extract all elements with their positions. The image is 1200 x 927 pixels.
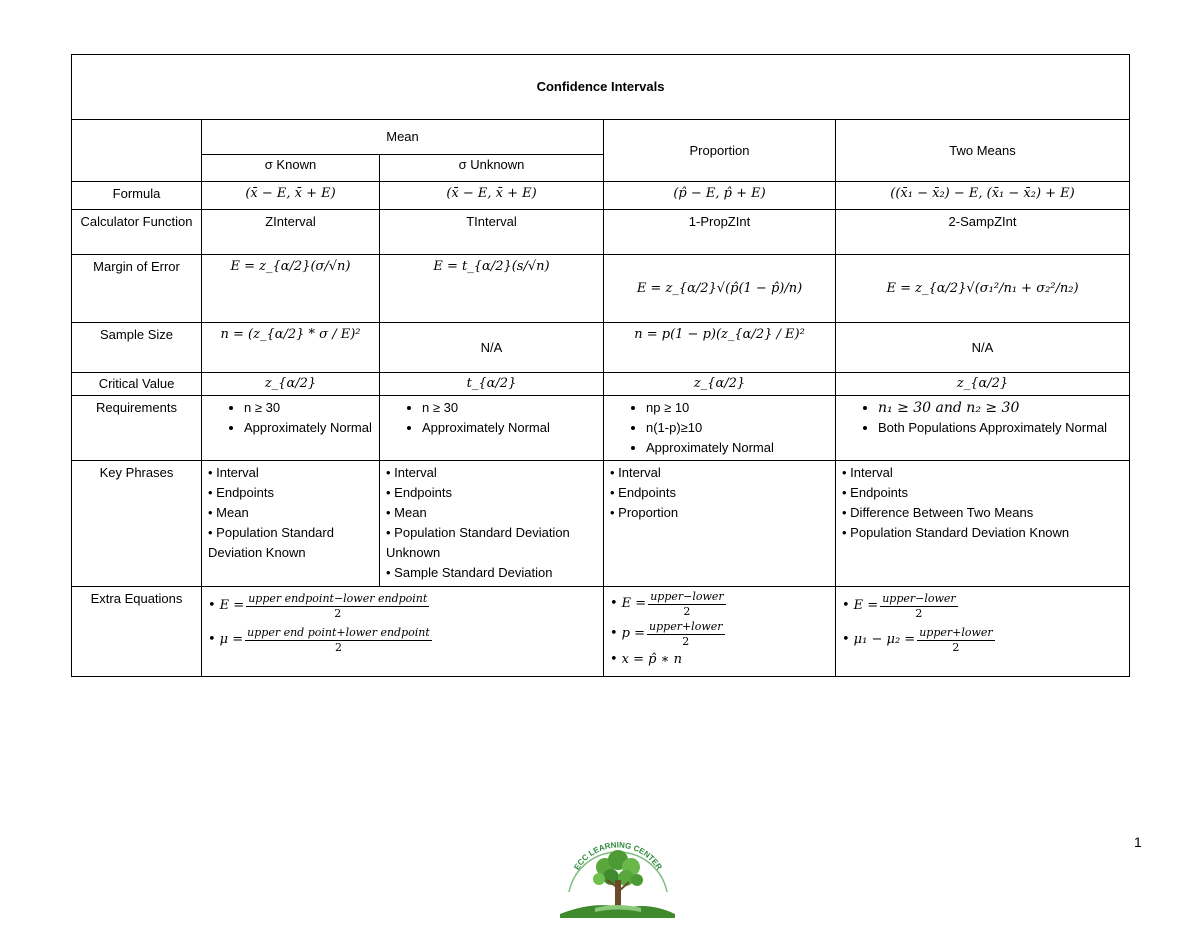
numerator: upper endpoint−lower endpoint	[248, 591, 428, 605]
calculator-unknown: TInterval	[380, 210, 604, 255]
extra-equation	[842, 623, 1123, 657]
requirement-item: • Approximately Normal	[244, 418, 373, 438]
bullet: •	[208, 632, 216, 647]
bullet: •	[610, 652, 618, 667]
denominator: 2	[682, 634, 690, 648]
formula-two-means: ((x̄₁ − x̄₂) − E, (x̄₁ − x̄₂) + E)	[836, 182, 1130, 210]
margin-proportion: E = z_{α/2}√(p̂(1 − p̂)/n)	[604, 255, 836, 323]
row-label-calculator: Calculator Function	[72, 210, 202, 255]
numerator: upper+lower	[649, 619, 723, 633]
numerator: upper end point+lower endpoint	[247, 625, 430, 639]
page-title: Confidence Intervals	[72, 55, 1130, 120]
row-label-extra: Extra Equations	[72, 587, 202, 677]
requirement-item: • Both Populations Approximately Normal	[878, 418, 1123, 438]
extra-equation	[208, 623, 597, 657]
equation-lhs: μ =	[219, 632, 244, 647]
sample-size-unknown: N/A	[380, 323, 604, 373]
numerator: upper−lower	[882, 591, 956, 605]
equation-lhs: x = p̂ ∗ n	[621, 652, 682, 667]
header-sigma-unknown: σ Unknown	[380, 155, 604, 182]
fraction	[880, 592, 957, 621]
denominator: 2	[334, 640, 342, 654]
key-phrase-item: • Mean	[208, 505, 249, 520]
numerator: upper+lower	[919, 625, 993, 639]
numerator: upper−lower	[650, 589, 724, 603]
bullet: •	[842, 632, 850, 647]
key-phrase-item: • Interval	[208, 465, 259, 480]
critical-known: z_{α/2}	[202, 373, 380, 396]
equation-lhs: μ₁ − μ₂ =	[853, 632, 916, 647]
key-phrase-item: • Interval	[610, 465, 661, 480]
row-label-critical: Critical Value	[72, 373, 202, 396]
key-phrase-item: • Population Standard Deviation Known	[208, 525, 334, 560]
key-phrase-item: • Endpoints	[610, 485, 676, 500]
key-phrases-proportion	[604, 461, 836, 587]
requirements-two-means	[836, 396, 1130, 461]
header-sigma-known: σ Known	[202, 155, 380, 182]
formula-proportion: (p̂ − E, p̂ + E)	[604, 182, 836, 210]
bullet: •	[610, 596, 618, 611]
row-label-sample-size: Sample Size	[72, 323, 202, 373]
key-phrase-item: • Proportion	[610, 505, 679, 520]
requirements-known	[202, 396, 380, 461]
key-phrase-item: • Difference Between Two Means	[842, 505, 1034, 520]
row-label-requirements: Requirements	[72, 396, 202, 461]
equation-lhs: E =	[219, 598, 245, 613]
svg-text:ECC LEARNING CENTER: ECC LEARNING CENTER	[572, 840, 664, 872]
formula-known: (x̄ − E, x̄ + E)	[202, 182, 380, 210]
denominator: 2	[334, 606, 342, 620]
confidence-intervals-table	[71, 54, 1130, 677]
requirements-unknown	[380, 396, 604, 461]
sample-size-two-means: N/A	[836, 323, 1130, 373]
fraction	[648, 590, 725, 619]
key-phrase-item: • Population Standard Deviation Known	[842, 525, 1070, 540]
extra-equation	[842, 589, 1123, 623]
key-phrase-item: • Mean	[386, 505, 427, 520]
equation-lhs: E =	[621, 596, 647, 611]
critical-two-means: z_{α/2}	[836, 373, 1130, 396]
extra-mean	[202, 587, 604, 677]
row-label-key-phrases: Key Phrases	[72, 461, 202, 587]
fraction	[245, 626, 432, 655]
sample-size-known: n = (z_{α/2} * σ / E)²	[202, 323, 380, 373]
margin-known: E = z_{α/2}(σ/√n)	[202, 255, 380, 323]
fraction	[647, 620, 724, 649]
extra-equation	[610, 619, 829, 649]
requirement-item: • n₁ ≥ 30 and n₂ ≥ 30	[878, 398, 1123, 418]
header-proportion: Proportion	[604, 120, 836, 182]
fraction	[917, 626, 994, 655]
requirement-item: • np ≥ 10	[646, 398, 829, 418]
bullet: •	[208, 598, 216, 613]
denominator: 2	[952, 640, 960, 654]
key-phrases-known	[202, 461, 380, 587]
calculator-two-means: 2-SampZInt	[836, 210, 1130, 255]
header-two-means: Two Means	[836, 120, 1130, 182]
extra-equation	[610, 649, 829, 671]
key-phrase-item: • Endpoints	[842, 485, 908, 500]
key-phrases-unknown	[380, 461, 604, 587]
requirement-item: • n(1-p)≥10	[646, 418, 829, 438]
key-phrase-item: • Endpoints	[208, 485, 274, 500]
sample-size-proportion: n = p(1 − p)(z_{α/2} / E)²	[604, 323, 836, 373]
margin-two-means: E = z_{α/2}√(σ₁²/n₁ + σ₂²/n₂)	[836, 255, 1130, 323]
critical-unknown: t_{α/2}	[380, 373, 604, 396]
requirement-item: • Approximately Normal	[422, 418, 597, 438]
key-phrase-item: • Interval	[386, 465, 437, 480]
equation-lhs: E =	[853, 598, 879, 613]
extra-equation	[208, 589, 597, 623]
requirement-item: • n ≥ 30	[422, 398, 597, 418]
header-mean: Mean	[202, 120, 604, 155]
fraction	[246, 592, 429, 621]
key-phrase-item: • Sample Standard Deviation	[386, 565, 553, 580]
equation-lhs: p =	[621, 626, 646, 641]
row-label-margin: Margin of Error	[72, 255, 202, 323]
requirement-item: • n ≥ 30	[244, 398, 373, 418]
key-phrase-item: • Population Standard Deviation Unknown	[386, 525, 570, 560]
denominator: 2	[683, 604, 691, 618]
critical-proportion: z_{α/2}	[604, 373, 836, 396]
key-phrase-item: • Endpoints	[386, 485, 452, 500]
key-phrase-item: • Interval	[842, 465, 893, 480]
extra-proportion	[604, 587, 836, 677]
extra-equation	[610, 589, 829, 619]
row-label-formula: Formula	[72, 182, 202, 210]
bullet: •	[610, 626, 618, 641]
formula-unknown: (x̄ − E, x̄ + E)	[380, 182, 604, 210]
header-blank	[72, 120, 202, 182]
extra-two-means	[836, 587, 1130, 677]
requirements-proportion	[604, 396, 836, 461]
requirement-item: • Approximately Normal	[646, 438, 829, 458]
denominator: 2	[915, 606, 923, 620]
ecc-learning-center-logo	[555, 822, 680, 922]
key-phrases-two-means	[836, 461, 1130, 587]
calculator-proportion: 1-PropZInt	[604, 210, 836, 255]
margin-unknown: E = t_{α/2}(s/√n)	[380, 255, 604, 323]
page-number: 1	[1134, 834, 1142, 850]
calculator-known: ZInterval	[202, 210, 380, 255]
bullet: •	[842, 598, 850, 613]
